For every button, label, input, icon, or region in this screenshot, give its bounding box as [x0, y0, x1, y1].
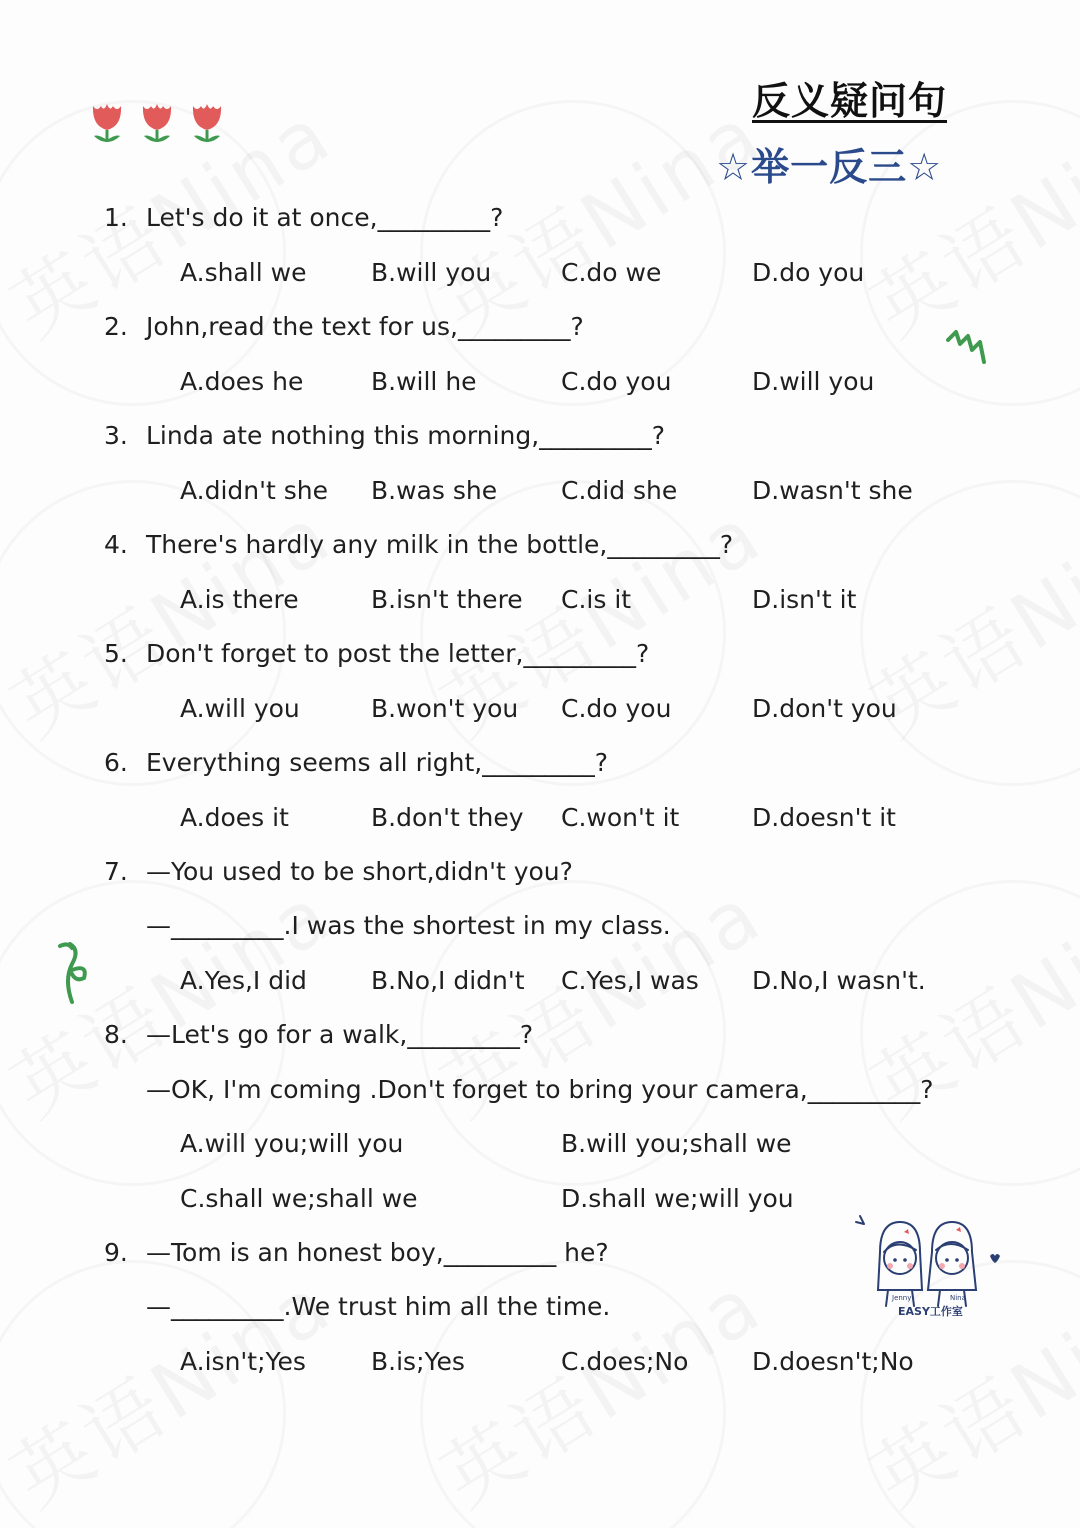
tulip-decoration — [88, 100, 226, 144]
question-number: 2. — [104, 312, 128, 341]
option-c: C.do you — [561, 694, 672, 723]
tulip-icon — [88, 100, 126, 144]
question-stem: John,read the text for us,_________? — [146, 312, 584, 341]
option-b: B.isn't there — [371, 585, 523, 614]
question-stem: Let's do it at once,_________? — [146, 203, 504, 232]
option-c: C.won't it — [561, 803, 680, 832]
option-c: C.did she — [561, 476, 678, 505]
question-number: 5. — [104, 639, 128, 668]
option-b: B.No,I didn't — [371, 966, 525, 995]
option-a: A.will you — [180, 694, 300, 723]
option-a: A.shall we — [180, 258, 307, 287]
tulip-icon — [138, 100, 176, 144]
question-stem: There's hardly any milk in the bottle,_________? — [146, 530, 734, 559]
question-number: 1. — [104, 203, 128, 232]
option-c: C.Yes,I was — [561, 966, 699, 995]
option-d: D.will you — [752, 367, 875, 396]
tulip-icon — [188, 100, 226, 144]
option-b: B.was she — [371, 476, 498, 505]
option-d: D.No,I wasn't. — [752, 966, 926, 995]
stamp-name-left: Jenny — [892, 1294, 912, 1302]
option-d: D.shall we;will you — [561, 1184, 794, 1213]
question-stem: —Let's go for a walk,_________? — [146, 1020, 534, 1049]
option-d: D.doesn't it — [752, 803, 896, 832]
option-d: D.don't you — [752, 694, 897, 723]
question-stem: —You used to be short,didn't you? — [146, 857, 573, 886]
question-stem: Linda ate nothing this morning,_________? — [146, 421, 665, 450]
question-stem: —Tom is an honest boy,_________ he? — [146, 1238, 609, 1267]
option-b: B.will you;shall we — [561, 1129, 792, 1158]
page-subtitle: ☆举一反三☆ — [716, 145, 943, 189]
question-number: 3. — [104, 421, 128, 450]
option-d: D.wasn't she — [752, 476, 913, 505]
question-number: 6. — [104, 748, 128, 777]
option-a: A.does he — [180, 367, 304, 396]
question-stem: —_________.I was the shortest in my class. — [146, 911, 671, 940]
option-d: D.doesn't;No — [752, 1347, 914, 1376]
option-b: B.don't they — [371, 803, 524, 832]
option-a: A.does it — [180, 803, 289, 832]
squiggle-icon — [944, 328, 990, 366]
question-stem: —_________.We trust him all the time. — [146, 1292, 611, 1321]
option-c: C.do you — [561, 367, 672, 396]
option-c: C.is it — [561, 585, 632, 614]
option-c: C.shall we;shall we — [180, 1184, 418, 1213]
question-stem: Everything seems all right,_________? — [146, 748, 609, 777]
option-b: B.is;Yes — [371, 1347, 465, 1376]
option-a: A.is there — [180, 585, 299, 614]
question-number: 9. — [104, 1238, 128, 1267]
option-c: C.do we — [561, 258, 662, 287]
page-title: 反义疑问句 — [752, 79, 948, 123]
option-b: B.won't you — [371, 694, 519, 723]
option-b: B.will you — [371, 258, 492, 287]
question-stem: Don't forget to post the letter,_________? — [146, 639, 650, 668]
sprout-icon — [54, 940, 96, 1006]
option-d: D.isn't it — [752, 585, 857, 614]
option-a: A.will you;will you — [180, 1129, 404, 1158]
question-number: 7. — [104, 857, 128, 886]
stamp-label: EASY工作室 — [898, 1305, 963, 1318]
option-c: C.does;No — [561, 1347, 689, 1376]
stamp-name-right: Nina — [950, 1294, 966, 1302]
option-b: B.will he — [371, 367, 477, 396]
option-a: A.didn't she — [180, 476, 329, 505]
option-a: A.isn't;Yes — [180, 1347, 306, 1376]
question-stem: —OK, I'm coming .Don't forget to bring your camera,_________? — [146, 1075, 934, 1104]
question-number: 8. — [104, 1020, 128, 1049]
option-d: D.do you — [752, 258, 865, 287]
question-number: 4. — [104, 530, 128, 559]
option-a: A.Yes,I did — [180, 966, 307, 995]
